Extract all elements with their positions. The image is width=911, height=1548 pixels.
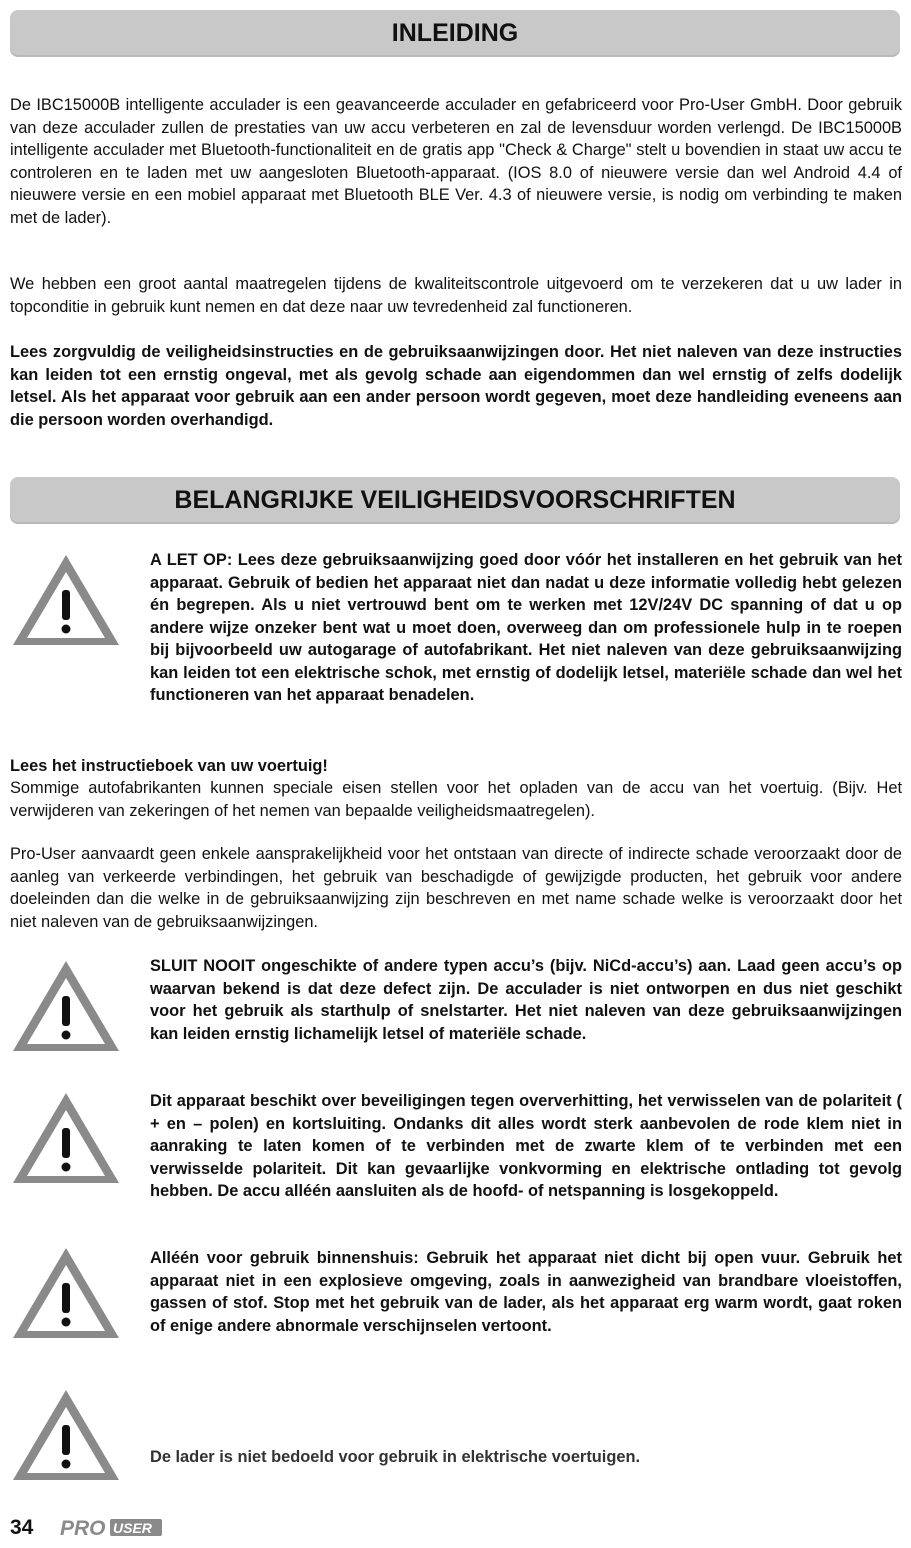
warning-text-5: De lader is niet bedoeld voor gebruik in elektrische voertuigen. [150,1448,641,1466]
warning-text-1: A LET OP: Lees deze gebruiksaanwijzing goed door vóór het installeren en het gebruik van het apparaat. Gebruik of bedien het apparaat niet dan nadat u deze informatie volledig hebt gelezen én begrepen. Als u niet vertrouwd bent om te werken met 12V/24V DC spanning of dat u op andere wijze onzeker bent wat u moet doen, overweeg dan om professionele hulp in te roepen bij bijvoorbeeld uw autogarage of autofabrikant. Het niet naleven van deze gebruiksaanwijzing kan leiden tot een elektrische schok, met ernstig of dodelijk letsel, materiële schade dan wel het functioneren van het apparaat benadelen. [150,551,902,704]
intro-paragraph-warning: Lees zorgvuldig de veiligheidsinstructies en de gebruiksaanwijzingen door. Het niet naleven van deze instructies kan leiden tot een ernstig ongeval, met als gevolg schade aan eigendommen dan wel ernstig of zelfs dodelijk letsel. Als het apparaat voor gebruik aan een ander persoon wordt gegeven, moet deze handleiding eveneens aan die persoon worden overhandigd. [10,343,902,429]
section-title-safety: BELANGRIJKE VEILIGHEIDSVOORSCHRIFTEN [10,477,900,524]
warning-text-4: Alléén voor gebruik binnenshuis: Gebruik het apparaat niet dicht bij open vuur. Gebruik het apparaat niet in een explosieve omgeving, zoals in aanwezigheid van brandbare vloeistoffen, gassen of stof. Stop met het gebruik van de lader, als het apparaat erg warm wordt, gaat roken of enige andere abnormale verschijnselen vertoont. [150,1249,902,1335]
warning-triangle-icon [10,958,122,1054]
warning-triangle-icon [10,1387,122,1483]
intro-paragraph-2: We hebben een groot aantal maatregelen tijdens de kwaliteitscontrole uitgevoerd om te verzekeren dat u uw lader in topconditie in gebruik kunt nemen en dat deze naar uw tevredenheid zal functioneren. [10,275,902,316]
intro-paragraph-1: De IBC15000B intelligente acculader is een geavanceerde acculader en gefabriceerd voor Pro-User GmbH. Door gebruik van deze acculader zullen de prestaties van uw accu verbeteren en zal de levensduur worden verlengd. De IBC15000B intelligente acculader met Bluetooth-functionaliteit en de gratis app "Check & Charge" stelt u bovendien in staat uw accu te controleren en te laden met uw aangesloten Bluetooth-apparaat. (IOS 8.0 of nieuwere versie dan wel Android 4.4 of nieuwere versie en een mobiel apparaat met Bluetooth BLE Ver. 4.3 of nieuwere versie, is nodig om verbinding te maken met de lader). [10,96,902,227]
pro-user-logo [60,1516,164,1538]
vehicle-manual-heading: Lees het instructieboek van uw voertuig! [10,757,328,775]
warning-triangle-icon [10,552,122,648]
section-title-inleiding: INLEIDING [10,10,900,57]
warning-triangle-icon [10,1090,122,1186]
warning-text-3: Dit apparaat beschikt over beveiligingen tegen oververhitting, het verwisselen van de polariteit ( + en – polen) en kortsluiting. Ondanks dit alles wordt sterk aanbevolen de rode klem niet in aanraking te laten komen of te verbinden met de zwarte klem of te verbinden met een verwisselde polariteit. Dit kan gevaarlijke vonkvorming en elektrische ontlading tot gevolg hebben. De accu alléén aansluiten als de hoofd- of netspanning is losgekoppeld. [150,1092,902,1200]
liability-paragraph: Pro-User aanvaardt geen enkele aansprakelijkheid voor het ontstaan van directe of indirecte schade veroorzaakt door de aanleg van verkeerde verbindingen, het gebruik van beschadigde of gewijzigde producten, het gebruik voor andere doeleinden dan die welke in de gebruiksaanwijzing zijn beschreven en met name schade welke is veroorzaakt door het niet naleven van de gebruiksaanwijzingen. [10,845,902,931]
warning-triangle-icon [10,1245,122,1341]
logo-pro-text: PRO [60,1517,106,1538]
page-number: 34 [10,1516,34,1539]
logo-user-text: USER [113,1520,152,1536]
warning-text-2: SLUIT NOOIT ongeschikte of andere typen accu’s (bijv. NiCd-accu’s) aan. Laad geen accu’s op waarvan bekend is dat deze defect zijn. De acculader is niet ontworpen en dus niet geschikt voor het gebruik als starthulp of snelstarter. Het niet naleven van deze gebruiksaanwijzingen kan leiden ernstig lichamelijk letsel of materiële schade. [150,957,902,1043]
vehicle-manual-text: Sommige autofabrikanten kunnen speciale eisen stellen voor het opladen van de accu van het voertuig. (Bijv. Het verwijderen van zekeringen of het nemen van bepaalde veiligheidsmaatregelen). [10,779,902,820]
